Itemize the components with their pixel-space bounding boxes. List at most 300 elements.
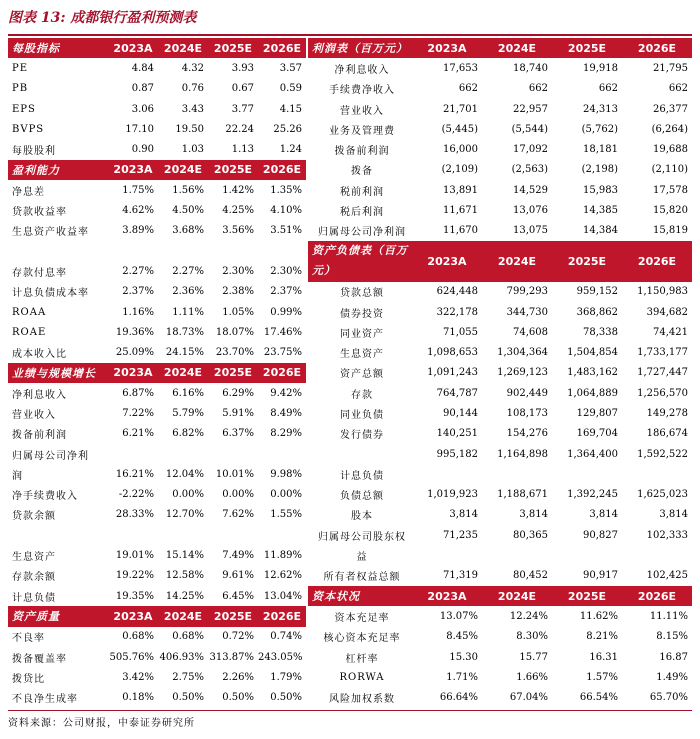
table-row (8, 322, 306, 342)
row-label: 拨贷比 (12, 673, 45, 685)
row-value: 15,983 (583, 184, 618, 196)
section-header (308, 38, 692, 58)
row-value: 14,384 (583, 225, 618, 237)
row-value: 2.27% (172, 265, 204, 277)
row-value: 3.42% (122, 671, 154, 683)
table-row (8, 302, 306, 322)
section-header (8, 160, 306, 180)
row-value: (5,544) (511, 123, 548, 135)
row-value: 23.75% (263, 347, 302, 359)
row-label: 归属母公司股东权 (318, 531, 406, 543)
row-value: 19.50 (175, 123, 204, 135)
row-value: 16.21% (115, 468, 154, 480)
row-value: 11.11% (649, 610, 688, 622)
row-value: 1.35% (270, 184, 302, 196)
row-value (552, 545, 622, 565)
left-table-column (8, 38, 306, 708)
row-value (158, 241, 208, 261)
row-value: 90,144 (443, 407, 478, 419)
report-title: 图表 13: 成都银行盈利预测表 (8, 10, 197, 26)
table-row (8, 383, 306, 403)
row-label: PE (12, 62, 29, 74)
year-header: 2025E (552, 241, 622, 282)
row-value: 0.68% (172, 631, 204, 643)
row-value: 67.04% (509, 692, 548, 704)
row-label: 杠杆率 (345, 653, 379, 665)
row-label: 同业负债 (340, 409, 384, 421)
table-row (308, 383, 692, 403)
row-value: 0.50% (222, 692, 254, 704)
row-label: 生息资产 (340, 349, 384, 361)
row-value: 13,891 (443, 184, 478, 196)
section-header (308, 586, 692, 606)
row-value: 1,504,854 (567, 347, 618, 359)
row-value (258, 241, 306, 261)
row-value: 1,483,162 (567, 367, 618, 379)
year-header: 2024E (482, 241, 552, 282)
row-value: 17,092 (513, 144, 548, 156)
table-row (8, 221, 306, 241)
row-value: (2,563) (511, 164, 548, 176)
row-label: 成本收入比 (12, 349, 67, 361)
row-value (208, 241, 258, 261)
row-value (482, 464, 552, 484)
row-value: 2.30% (222, 265, 254, 277)
row-label: 拨备 (351, 166, 373, 178)
row-value: 0.18% (122, 692, 154, 704)
table-row (308, 363, 692, 383)
row-value: (6,264) (651, 123, 688, 135)
source-note: 资料来源：公司财报，中泰证券研究所 (8, 710, 692, 729)
row-label: PB (12, 83, 29, 95)
row-label: 计息负债成本率 (12, 288, 89, 300)
row-label: 计息负债 (12, 592, 56, 604)
row-value: 6.37% (222, 428, 254, 440)
row-label: 风险加权系数 (329, 694, 395, 706)
row-value: 15.30 (449, 651, 478, 663)
row-value: 11.89% (263, 550, 302, 562)
row-value: 25.26 (273, 123, 302, 135)
row-value: (5,445) (441, 123, 478, 135)
row-value: 1,098,653 (427, 347, 478, 359)
row-value: 14,529 (513, 184, 548, 196)
row-value: 4.10% (270, 205, 302, 217)
row-value: 15,820 (653, 205, 688, 217)
row-value: 25.09% (115, 347, 154, 359)
row-value: 12.62% (263, 570, 302, 582)
title-rule (8, 34, 692, 36)
row-value: 28.33% (115, 509, 154, 521)
table-row (308, 545, 692, 565)
table-row (8, 545, 306, 565)
row-value: 2.37% (270, 286, 302, 298)
row-value: 1,625,023 (637, 489, 688, 501)
row-value: 17,653 (443, 62, 478, 74)
row-value: 8.21% (586, 631, 618, 643)
row-value: 66.64% (439, 692, 478, 704)
row-value: 19.22% (115, 570, 154, 582)
row-value: 8.29% (270, 428, 302, 440)
row-value: 6.82% (172, 428, 204, 440)
row-label: 存款余额 (12, 572, 56, 584)
table-row (8, 586, 306, 606)
row-value: 959,152 (576, 286, 618, 298)
row-label: 拨备前利润 (334, 146, 390, 158)
row-label: 股本 (351, 511, 373, 523)
row-value (622, 464, 692, 484)
row-value: 0.59 (279, 83, 302, 95)
row-label: 净息差 (12, 186, 45, 198)
row-value: 140,251 (436, 428, 478, 440)
year-header: 2023A (108, 606, 158, 626)
row-value: 6.16% (172, 387, 204, 399)
year-header: 2025E (208, 38, 258, 58)
table-row (8, 241, 306, 261)
row-value: 0.87 (131, 83, 154, 95)
row-value: 15.14% (165, 550, 204, 562)
year-header: 2026E (622, 241, 692, 282)
row-value: 3,814 (519, 509, 548, 521)
row-value: 6.45% (222, 590, 254, 602)
row-value: 129,807 (576, 407, 618, 419)
row-value: 0.74% (270, 631, 302, 643)
row-value: 1.03 (181, 144, 204, 156)
row-value: 11.62% (579, 610, 618, 622)
year-header: 2025E (208, 363, 258, 383)
section-title: 业绩与规模增长 (8, 363, 108, 383)
row-label: 资本充足率 (334, 612, 390, 624)
row-value: 3.57 (279, 62, 302, 74)
row-value: 4.25% (222, 205, 254, 217)
table-row (308, 119, 692, 139)
row-value: 16,000 (443, 144, 478, 156)
row-value: 3.77 (231, 103, 254, 115)
row-value: 624,448 (436, 286, 478, 298)
row-label: 净利息收入 (12, 389, 67, 401)
row-value: 7.62% (222, 509, 254, 521)
table-row (308, 688, 692, 708)
row-value: 16.87 (659, 651, 688, 663)
row-value: 5.91% (222, 407, 254, 419)
row-label: 存款付息率 (12, 267, 67, 279)
row-label: 税前利润 (340, 186, 384, 198)
row-label: 生息资产收益率 (12, 227, 89, 239)
row-label: 贷款收益率 (12, 207, 67, 219)
row-value (208, 444, 258, 464)
row-value: 1.55% (270, 509, 302, 521)
section-title: 利润表（百万元） (308, 38, 412, 58)
row-value: 3.56% (222, 225, 254, 237)
row-value: 243.05% (258, 651, 303, 663)
row-value: 2.30% (270, 265, 302, 277)
row-value: 1,019,923 (427, 489, 478, 501)
row-value: 394,682 (646, 306, 688, 318)
table-row (308, 200, 692, 220)
row-value (108, 241, 158, 261)
row-value: 8.30% (516, 631, 548, 643)
row-label: BVPS (12, 123, 45, 135)
row-value: 9.42% (270, 387, 302, 399)
row-value: 6.21% (122, 428, 154, 440)
year-header: 2023A (412, 586, 482, 606)
row-value: 1.16% (122, 306, 154, 318)
table-row (8, 688, 306, 708)
row-value: 2.38% (222, 286, 254, 298)
row-value: 662 (598, 83, 618, 95)
row-value: 19,688 (653, 144, 688, 156)
row-value (108, 444, 158, 464)
row-value: 322,178 (436, 306, 478, 318)
row-value: (2,109) (441, 164, 478, 176)
table-row (308, 342, 692, 362)
table-row (8, 403, 306, 423)
row-value: 108,173 (506, 407, 548, 419)
row-value: 0.50% (172, 692, 204, 704)
row-value: 18,181 (583, 144, 618, 156)
row-value: 662 (458, 83, 478, 95)
year-header: 2026E (258, 606, 306, 626)
row-value: 3.68% (172, 225, 204, 237)
row-value: 15,819 (653, 225, 688, 237)
row-value: 149,278 (646, 407, 688, 419)
table-row (8, 424, 306, 444)
row-value: 19.01% (115, 550, 154, 562)
row-value: 7.49% (222, 550, 254, 562)
row-value: 102,425 (646, 570, 688, 582)
row-value: 1,091,243 (427, 367, 478, 379)
table-row (308, 322, 692, 342)
row-value: 66.54% (579, 692, 618, 704)
row-label (8, 525, 108, 545)
row-value: 1.11% (172, 306, 204, 318)
row-value: 1,592,522 (637, 448, 688, 460)
row-label: 益 (356, 552, 368, 564)
row-value: 1,304,364 (497, 347, 548, 359)
table-row (308, 627, 692, 647)
row-label: 拨备覆盖率 (12, 653, 67, 665)
row-value: 14.25% (165, 590, 204, 602)
row-label: 核心资本充足率 (323, 633, 401, 645)
table-row (308, 464, 692, 484)
row-value: 0.50% (270, 692, 302, 704)
row-value: 1.79% (270, 671, 302, 683)
table-row (8, 566, 306, 586)
row-value: 18,740 (513, 62, 548, 74)
row-value: 0.67 (231, 83, 254, 95)
table-row (308, 160, 692, 180)
row-value: 65.70% (649, 692, 688, 704)
table-row (8, 282, 306, 302)
row-value: 6.87% (122, 387, 154, 399)
row-value: 4.62% (122, 205, 154, 217)
row-label: 负债总额 (340, 491, 384, 503)
section-title: 盈利能力 (8, 160, 108, 180)
row-label: EPS (12, 103, 36, 115)
year-header: 2024E (158, 160, 208, 180)
row-value: 2.37% (122, 286, 154, 298)
section-header (8, 606, 306, 626)
year-header: 2023A (108, 38, 158, 58)
row-value: 17.46% (263, 326, 302, 338)
row-value: 764,787 (436, 387, 478, 399)
table-row (308, 424, 692, 444)
row-label: 业务及管理费 (329, 125, 395, 137)
row-value: 4.15 (279, 103, 302, 115)
table-row (8, 485, 306, 505)
table-row (308, 566, 692, 586)
row-value: 799,293 (506, 286, 548, 298)
row-value: 21,795 (653, 62, 688, 74)
row-label: 所有者权益总额 (323, 572, 401, 584)
year-header: 2023A (108, 160, 158, 180)
row-value: 90,917 (583, 570, 618, 582)
table-row (308, 485, 692, 505)
row-value: 662 (668, 83, 688, 95)
row-value: 17.10 (125, 123, 154, 135)
row-label: 贷款余额 (12, 511, 56, 523)
row-label: ROAE (12, 326, 47, 338)
table-row (8, 119, 306, 139)
row-label: RORWA (339, 671, 385, 683)
table-row (8, 444, 306, 464)
row-value (622, 545, 692, 565)
row-value: 3.89% (122, 225, 154, 237)
row-label: 拨备前利润 (12, 430, 67, 442)
row-value: 11,671 (443, 205, 478, 217)
table-row (308, 647, 692, 667)
row-value: 19,918 (583, 62, 618, 74)
row-label: 不良率 (12, 633, 45, 645)
row-label: 营业收入 (12, 409, 56, 421)
row-value: 9.98% (270, 468, 302, 480)
row-label: 贷款总额 (340, 288, 384, 300)
row-value: 74,421 (653, 326, 688, 338)
row-value: 3,814 (659, 509, 688, 521)
table-row (308, 139, 692, 159)
table-row (8, 180, 306, 200)
table-row (308, 403, 692, 423)
row-value: 13,075 (513, 225, 548, 237)
row-value: 13.07% (439, 610, 478, 622)
row-label (308, 444, 412, 464)
table-row (8, 200, 306, 220)
row-value: 3,814 (589, 509, 618, 521)
row-value (208, 525, 258, 545)
row-value: 1.05% (222, 306, 254, 318)
year-header: 2023A (412, 241, 482, 282)
row-value: 0.99% (270, 306, 302, 318)
row-value: 662 (528, 83, 548, 95)
row-label: 生息资产 (12, 552, 56, 564)
table-row (308, 221, 692, 241)
row-value: 1,064,889 (567, 387, 618, 399)
table-row (8, 99, 306, 119)
row-label: 计息负债 (340, 470, 384, 482)
row-value (108, 525, 158, 545)
row-value: 13.04% (263, 590, 302, 602)
section-title: 资本状况 (308, 586, 412, 606)
table-row (308, 667, 692, 687)
row-label: 不良净生成率 (12, 694, 78, 706)
year-header: 2025E (208, 160, 258, 180)
row-value: 71,319 (443, 570, 478, 582)
row-label: 同业资产 (340, 328, 384, 340)
row-value: 1.75% (122, 184, 154, 196)
table-row (308, 180, 692, 200)
row-label: 净利息收入 (334, 64, 390, 76)
row-value: 8.15% (656, 631, 688, 643)
year-header: 2023A (412, 38, 482, 58)
table-row (308, 99, 692, 119)
row-value: 8.49% (270, 407, 302, 419)
row-value: 3.43 (181, 103, 204, 115)
row-label: 营业收入 (340, 105, 384, 117)
row-value: 0.90 (131, 144, 154, 156)
section-header (8, 363, 306, 383)
row-label: 每股股利 (12, 146, 56, 158)
row-value: 1,392,245 (567, 489, 618, 501)
row-label: 手续费净收入 (329, 85, 395, 97)
row-value: 8.45% (446, 631, 478, 643)
row-value: 80,452 (513, 570, 548, 582)
year-header: 2025E (552, 586, 622, 606)
row-value: 0.76 (181, 83, 204, 95)
row-value: 4.32 (181, 62, 204, 74)
row-value: 7.22% (122, 407, 154, 419)
row-value (158, 444, 208, 464)
year-header: 2026E (258, 160, 306, 180)
row-label: 归属母公司净利 (12, 450, 89, 462)
row-value: 26,377 (653, 103, 688, 115)
right-forecast-table (308, 38, 692, 708)
row-label: 发行债券 (340, 430, 384, 442)
year-header: 2024E (158, 363, 208, 383)
row-value: 71,235 (443, 529, 478, 541)
table-row (8, 647, 306, 667)
year-header: 2023A (108, 363, 158, 383)
row-value: 313.87% (209, 651, 254, 663)
row-value: 1.24 (279, 144, 302, 156)
row-value: 12.24% (509, 610, 548, 622)
row-value: 9.61% (222, 570, 254, 582)
table-row (8, 261, 306, 281)
table-row (308, 525, 692, 545)
row-value: 13,076 (513, 205, 548, 217)
row-value: 22.24 (225, 123, 254, 135)
row-value: 2.27% (122, 265, 154, 277)
section-header (8, 38, 306, 58)
row-value: 11,670 (443, 225, 478, 237)
row-label: 存款 (351, 389, 373, 401)
left-forecast-table (8, 38, 306, 708)
row-value: 1,164,898 (497, 448, 548, 460)
row-value: 1.66% (516, 671, 548, 683)
row-value: 995,182 (436, 448, 478, 460)
row-value: 1,364,400 (567, 448, 618, 460)
year-header: 2024E (158, 606, 208, 626)
row-value: -2.22% (118, 489, 154, 501)
row-label: 润 (12, 470, 23, 482)
year-header: 2026E (622, 38, 692, 58)
row-value: 21,701 (443, 103, 478, 115)
row-value: 24,313 (583, 103, 618, 115)
row-label: 资产总额 (340, 369, 384, 381)
right-table-column (308, 38, 692, 708)
row-label: 债券投资 (340, 308, 384, 320)
table-row (8, 464, 306, 484)
row-value: 1,269,123 (497, 367, 548, 379)
year-header: 2026E (622, 586, 692, 606)
